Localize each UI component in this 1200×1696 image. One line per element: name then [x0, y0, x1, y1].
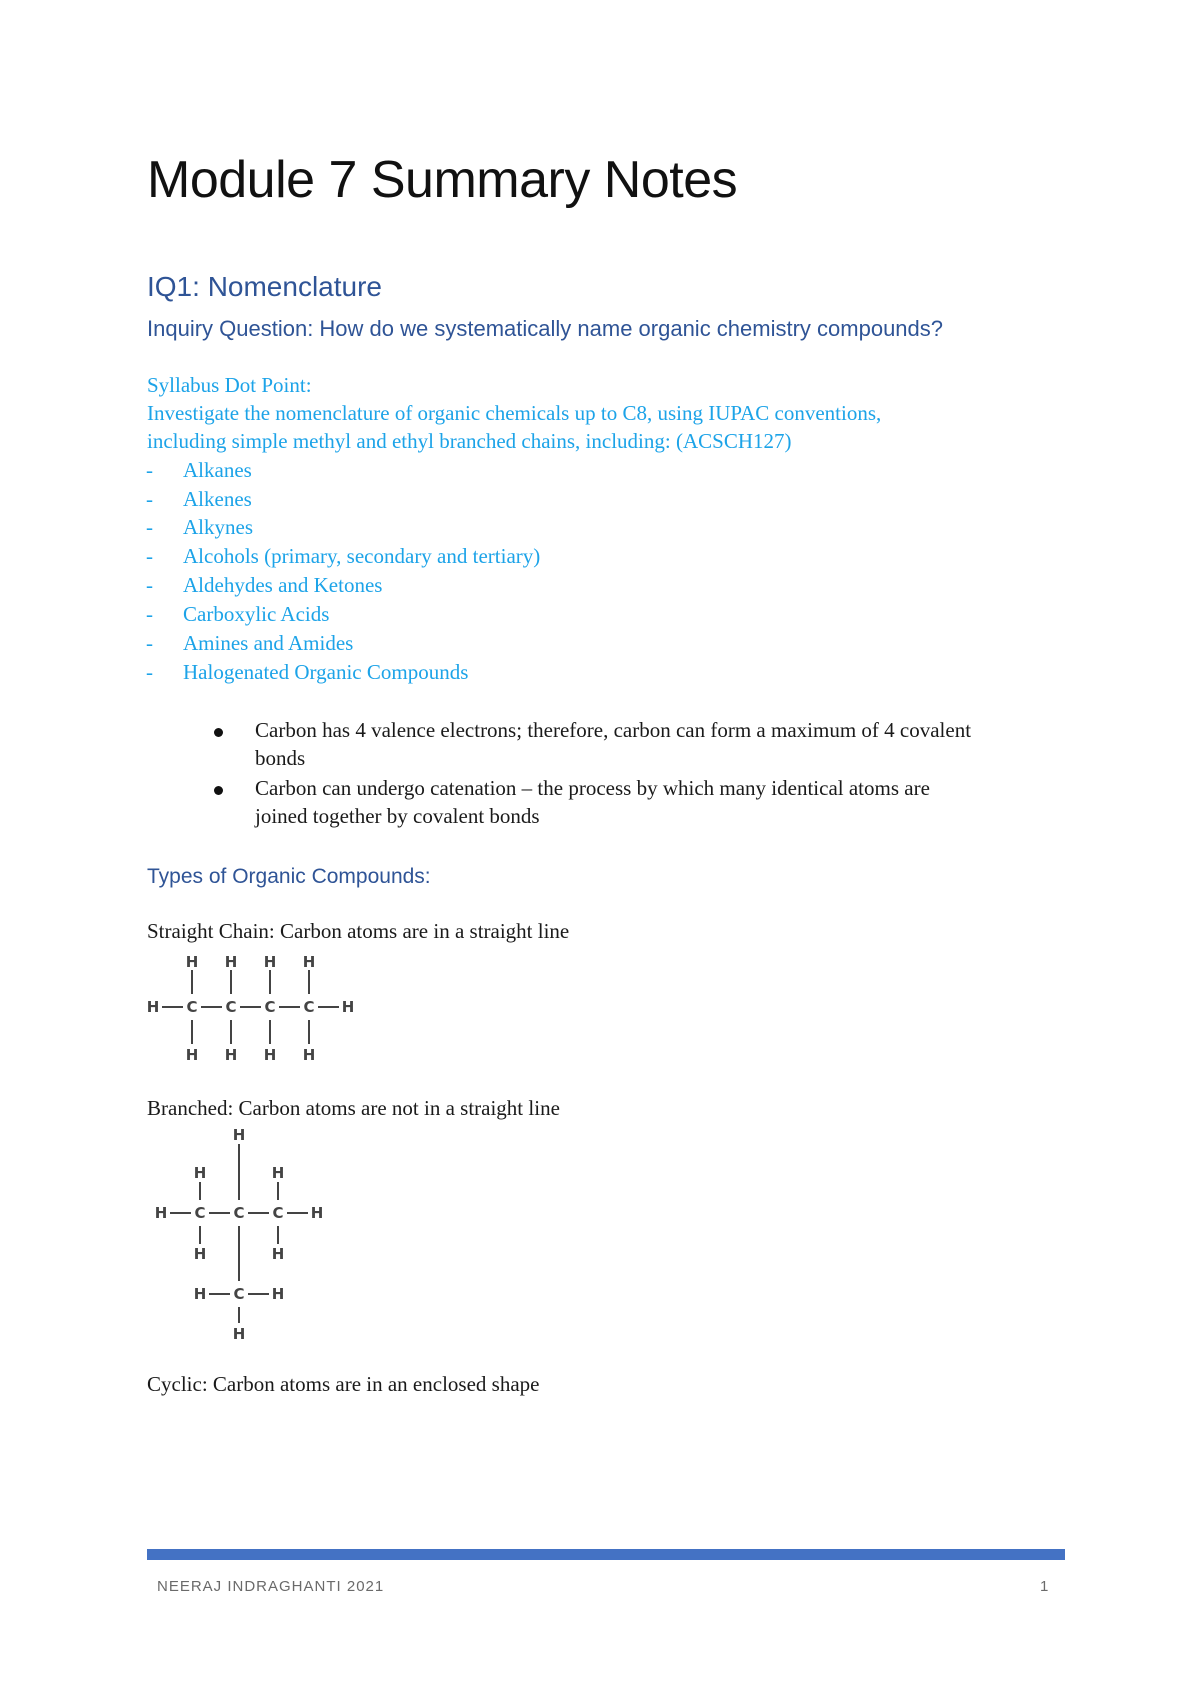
syllabus-item-aldehydes-ketones: Aldehydes and Ketones	[183, 573, 383, 597]
carbon-atom: C	[186, 998, 198, 1016]
straight-chain-caption: Straight Chain: Carbon atoms are in a straight line	[147, 919, 570, 943]
footer-rule	[147, 1549, 1065, 1560]
hydrogen-atom: H	[271, 1164, 285, 1182]
hydrogen-atom: H	[271, 1245, 285, 1263]
carbon-atom: C	[272, 1204, 284, 1222]
list-dash: -	[146, 515, 153, 539]
bullet-2-line-1: Carbon can undergo catenation – the process by which many identical atoms are	[255, 776, 930, 800]
types-heading: Types of Organic Compounds:	[147, 865, 431, 888]
carbon-atom: C	[233, 1204, 245, 1222]
list-dash: -	[146, 573, 153, 597]
bullet-dot	[214, 786, 223, 795]
inquiry-question: Inquiry Question: How do we systematically name organic chemistry compounds?	[147, 316, 944, 341]
carbon-atom: C	[303, 998, 315, 1016]
syllabus-item-carboxylic-acids: Carboxylic Acids	[183, 602, 330, 626]
list-dash: -	[146, 544, 153, 568]
cyclic-caption: Cyclic: Carbon atoms are in an enclosed shape	[147, 1372, 540, 1396]
hydrogen-atom: H	[193, 1285, 207, 1303]
bullet-1-line-2: bonds	[255, 746, 306, 770]
hydrogen-atom: H	[185, 1046, 199, 1064]
page-number: 1	[1040, 1578, 1050, 1595]
hydrogen-atom: H	[154, 1204, 168, 1222]
hydrogen-atom: H	[146, 998, 160, 1016]
hydrogen-atom: H	[224, 1046, 238, 1064]
syllabus-item-alkanes: Alkanes	[183, 458, 252, 482]
hydrogen-atom: H	[310, 1204, 324, 1222]
list-dash: -	[146, 458, 153, 482]
hydrogen-atom: H	[193, 1164, 207, 1182]
footer-author: NEERAJ INDRAGHANTI 2021	[157, 1578, 385, 1595]
hydrogen-atom: H	[232, 1325, 246, 1341]
section-heading: IQ1: Nomenclature	[147, 271, 382, 302]
bullet-2-line-2: joined together by covalent bonds	[255, 804, 540, 828]
hydrogen-atom: H	[232, 1126, 246, 1144]
branched-caption: Branched: Carbon atoms are not in a straight line	[147, 1096, 560, 1120]
hydrogen-atom: H	[185, 953, 199, 971]
page-title: Module 7 Summary Notes	[147, 151, 738, 209]
syllabus-label: Syllabus Dot Point:	[147, 373, 312, 397]
list-dash: -	[146, 602, 153, 626]
syllabus-item-alkenes: Alkenes	[183, 487, 252, 511]
hydrogen-atom: H	[341, 998, 355, 1016]
syllabus-item-amines-amides: Amines and Amides	[183, 631, 354, 655]
carbon-atom: C	[225, 998, 237, 1016]
carbon-atom: C	[194, 1204, 206, 1222]
hydrogen-atom: H	[302, 953, 316, 971]
syllabus-item-alcohols: Alcohols (primary, secondary and tertiary)	[183, 544, 541, 568]
carbon-atom: C	[233, 1285, 245, 1303]
list-dash: -	[146, 631, 153, 655]
bullet-1-line-1: Carbon has 4 valence electrons; therefore, carbon can form a maximum of 4 covalent	[255, 718, 972, 742]
syllabus-line-2: including simple methyl and ethyl branched chains, including: (ACSCH127)	[147, 429, 792, 453]
hydrogen-atom: H	[263, 1046, 277, 1064]
hydrogen-atom: H	[224, 953, 238, 971]
carbon-atom: C	[264, 998, 276, 1016]
hydrogen-atom: H	[271, 1285, 285, 1303]
syllabus-line-1: Investigate the nomenclature of organic chemicals up to C8, using IUPAC conventions,	[147, 401, 882, 425]
hydrogen-atom: H	[193, 1245, 207, 1263]
list-dash: -	[146, 487, 153, 511]
hydrogen-atom: H	[263, 953, 277, 971]
hydrogen-atom: H	[302, 1046, 316, 1064]
syllabus-item-halogenated: Halogenated Organic Compounds	[183, 660, 469, 684]
methylbutane-structure-diagram	[150, 1126, 340, 1341]
butane-structure-diagram	[140, 950, 380, 1065]
syllabus-item-alkynes: Alkynes	[183, 515, 253, 539]
list-dash: -	[146, 660, 153, 684]
bullet-dot	[214, 728, 223, 737]
